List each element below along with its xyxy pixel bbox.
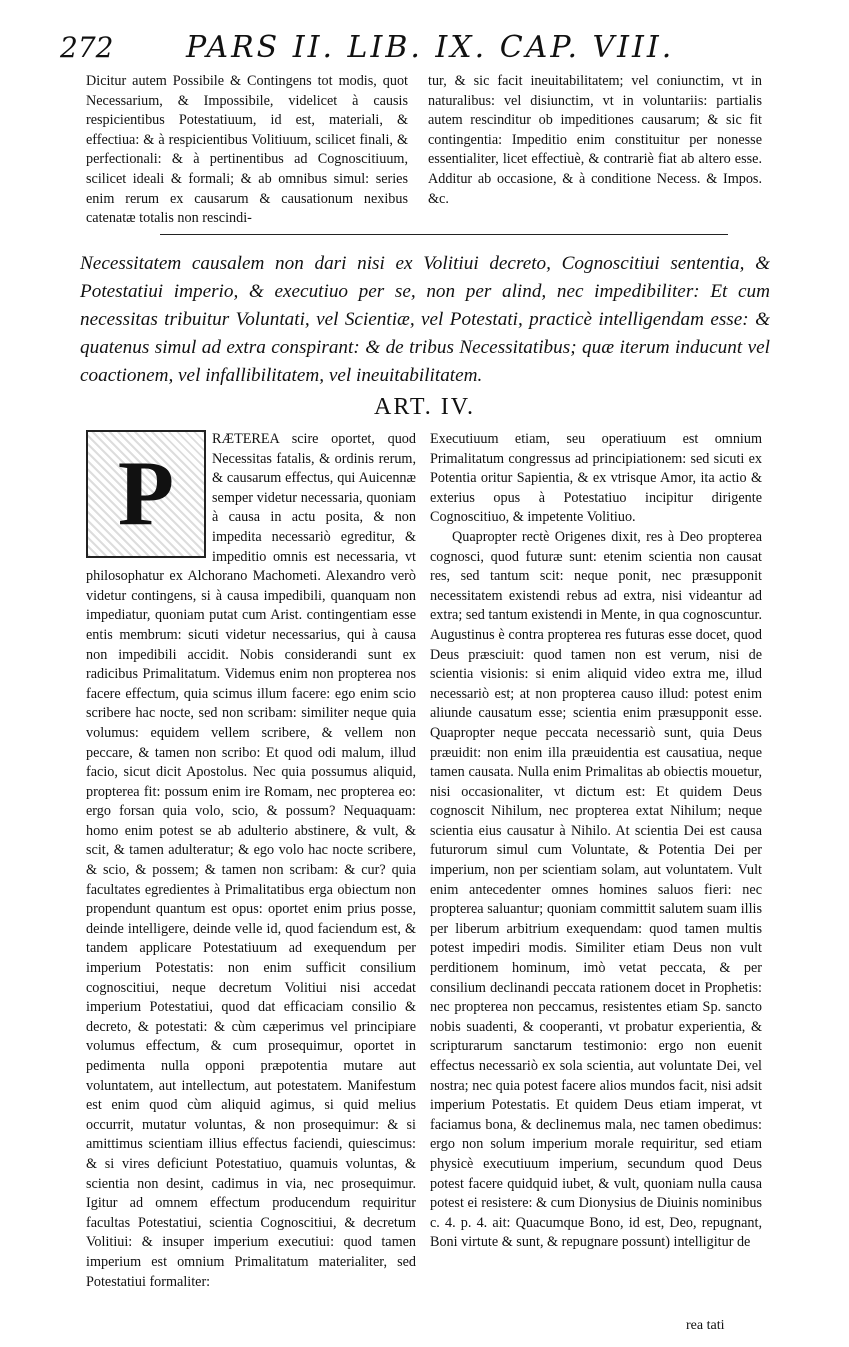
- body-left-text: RÆTEREA scire oportet, quod Necessitas fatalis, & ordinis rerum, & causarum effectus, qui Auicennæ semper videtur necessaria, quoniam à causa in actu posita, & non impedita necessariò egreditur, & impeditio omnis est necessaria, vt philosophatur ex Alchorano Machometi. Alexandro verò videtur contingens, si à causa impedibili, quanquam non impediatur, quoniam putat cum Arist. contingentiam esse entis membrum: sicuti videtur necessarius, qui à causa non impedibili accidit. Nobis considerandi sunt ex radicibus Primalitatum. Videmus enim non propterea nos facere effectum, quia scimus illum facere: ego enim scio scribere hac nocte, sed non scribam: similiter neque quia volumus: equidem vellem scribere, & vellem non peccare, & tamen non scribo: Et quod odi malum, illud facio, sicut dicit Apostolus. Nec quia possumus aliquid, propterea fit: possum enim ire Romam, nec propterea eo: ergo forsan quia volo, scio, & possum? Nequaquam: homo enim potest se ab adulterio abstinere, & vult, & scit, & tamen adulteratur; & ego volo hac nocte scribere, & scio, & possem; & tamen non scribam: & cur? quia facultates egredientes à Primalitatibus erga obiectum non propendunt quantum est opus: oportet enim prius posse, deinde intelligere, deinde velle id, quod faciendum est, & tandem applicare Potestatiuum ad exequendum per imperium Potestatis: non enim sufficit consilium cognoscitiui, neque decretum Volitiui nisi accedat imperium Potestatiui, quod dat efficaciam consilio & decreto, & potestati: & cùm cæperimus vel principiare volumus effectum, & cum prosequimur, oportet in pedimenta nulla opponi præpotentia mutare aut voluntatem, aut intellectum, aut potestatem. Manifestum est enim quod cùm aliquid agimus, si quid melius occurrit, mutatur voluntas, & non prosequimur: & si amittimus scientiam illius effectus faciendi, quiescimus: & si vires deficiunt Potestatiuo, quamuis voluntas, & scientia non desint, cadimus in via, nec prosequimur. Igitur ad omnem effectum producendum requiritur facultas Potestatiui, scientia Cognoscitiui, & decretum Volitiui: & insuper imperium executiui: quod tamen imperium est omnium Primalitatum materialiter, sed Potestatiui formaliter:: [86, 431, 416, 1290]
- body-left-column: [86, 430, 416, 1292]
- running-title: PARS II. LIB. IX. CAP. VIII.: [186, 30, 675, 65]
- body-right-column: [430, 430, 762, 1253]
- article-heading: ART. IV.: [373, 394, 475, 420]
- body-right-paragraph-1: Executiuum etiam, seu operatiuum est omnium Primalitatum congressus ad principiationem: sed sicuti ex Potentia oritur Sapientia, & ex vtrisque Amor, ita actio & exterius opus à Potestatiuo incipitur dirigente Cognoscitiuo, & impetente Volitiuo.: [430, 431, 762, 526]
- article-summary: Necessitatem causalem non dari nisi ex Volitiui decreto, Cognoscitiui sententia, & Potestatiui imperio, & executiuo per se, non per alind, nec impedibiliter: Et cum necessitas tribuitur Voluntati, vel Scientiæ, vel Potestati, practicè intelligendam esse: & quatenus simul ad extra conspirant: & de tribus Necessitatibus; quæ iterum inducunt vel coactionem, vel infallibilitatem, vel ineuitabilitatem.: [80, 253, 770, 386]
- page-number: 272: [60, 31, 114, 64]
- catchword: rea tati: [686, 1318, 725, 1333]
- top-left-text: Dicitur autem Possibile & Contingens tot modis, quot Necessarium, & Impossibile, videlicet à causis respicientibus Potestatiuum, id est, materiali, & effectiua: & à respicientibus Volitiuum, scilicet finali, & perfectionali: & à pertinentibus ad Cognoscitiuum, scilicet ideali & formali; & ab omnibus simul: series enim rerum ex causarum & causationum nexibus catenatæ totalis non rescindi-: [86, 73, 408, 227]
- page-header: [60, 30, 770, 70]
- body-right-paragraph-2: Quapropter rectè Origenes dixit, res à Deo propterea cognosci, quod futuræ sunt: etenim scientia non causat res, sed tantum scit: neque ponit, nec præsupponit necessitatem existendi rebus ad extra, nisi videantur ad extra; sed tantum existendi in Mente, in qua cognoscuntur. Augustinus è contra propterea res futuras esse docet, quod Deus præsciuit: quod tamen non est verum, nisi de scientia visionis: si enim aliquid video extra me, illud necessariò est; at non propterea causo illud: potest enim aliunde causatum esse; scientia enim præsupponit esse. Quapropter neque peccata necessariò sunt, quia Deus præuidit: non enim illa præuidentia est causatiua, neque tamen causata. Nulla enim Primalitas ab obiectis mouetur, nisi occasionaliter, vt dictum est: Et quidem Deus cognoscit Nihilum, nec propterea extat Nihilum; neque scientia eius causatur à Nihilo. At scientia Dei est causa futurorum simul cum Voluntate, & Potentia Dei per imperium, non per scientiam solam, aut voluntatem. Vult enim antecedenter omnes homines saluos fieri: nec propterea saluantur; quoniam committit salutem suam illis per liberum arbitrium exequendam: quod tamen multis potest impediri modis. Similiter etiam Deus non vult perditionem hominum, imò vetat peccata, & per consilium declinandi peccata rationem docet in Prophetis: nec propterea non peccamus, resistentes etiam Sp. sancto nobis suadenti, & cooperanti, vt probatur experientia, & scripturarum sanctarum testimonio: ergo non euenit effectus necessariò ex sola scientia, aut voluntate Dei, vel nostra; nec quia potest facere alios mundos facit, nisi adsit imperium Potestatis. Et quidem Deus etiam imperat, vt faciamus bona, & declinemus mala, nec tamen obedimus: ergo non solum imperium morale requiritur, sed etiam physicè executiuum imperium, secundum quod Deus potest facere quidquid iubet, & vult, quoniam nulla causa potest ei resistere: & cum Dionysius de Diuinis nominibus c. 4. p. 4. ait: Quacumque Bono, id est, Deo, repugnant, Boni virtute & sunt, & repugnare possunt) intelligitur de: [430, 528, 762, 1251]
- top-right-column: [428, 72, 762, 209]
- section-divider: [160, 234, 728, 235]
- top-right-text: tur, & sic facit ineuitabilitatem; vel coniunctim, vt in naturalibus: vel disiunctim, vt in voluntariis: partialis autem rescinditur ob impeditiones causarum; & sic fit contingentia: Impeditio enim constituitur per nonesse essentialiter, licet effectiuè, & contrariè fiat ab altero esse. Additur ab occasione, & à conditione Necess. & Impos. &c.: [428, 73, 762, 207]
- top-left-column: [86, 72, 408, 229]
- drop-cap-initial: P: [86, 430, 206, 558]
